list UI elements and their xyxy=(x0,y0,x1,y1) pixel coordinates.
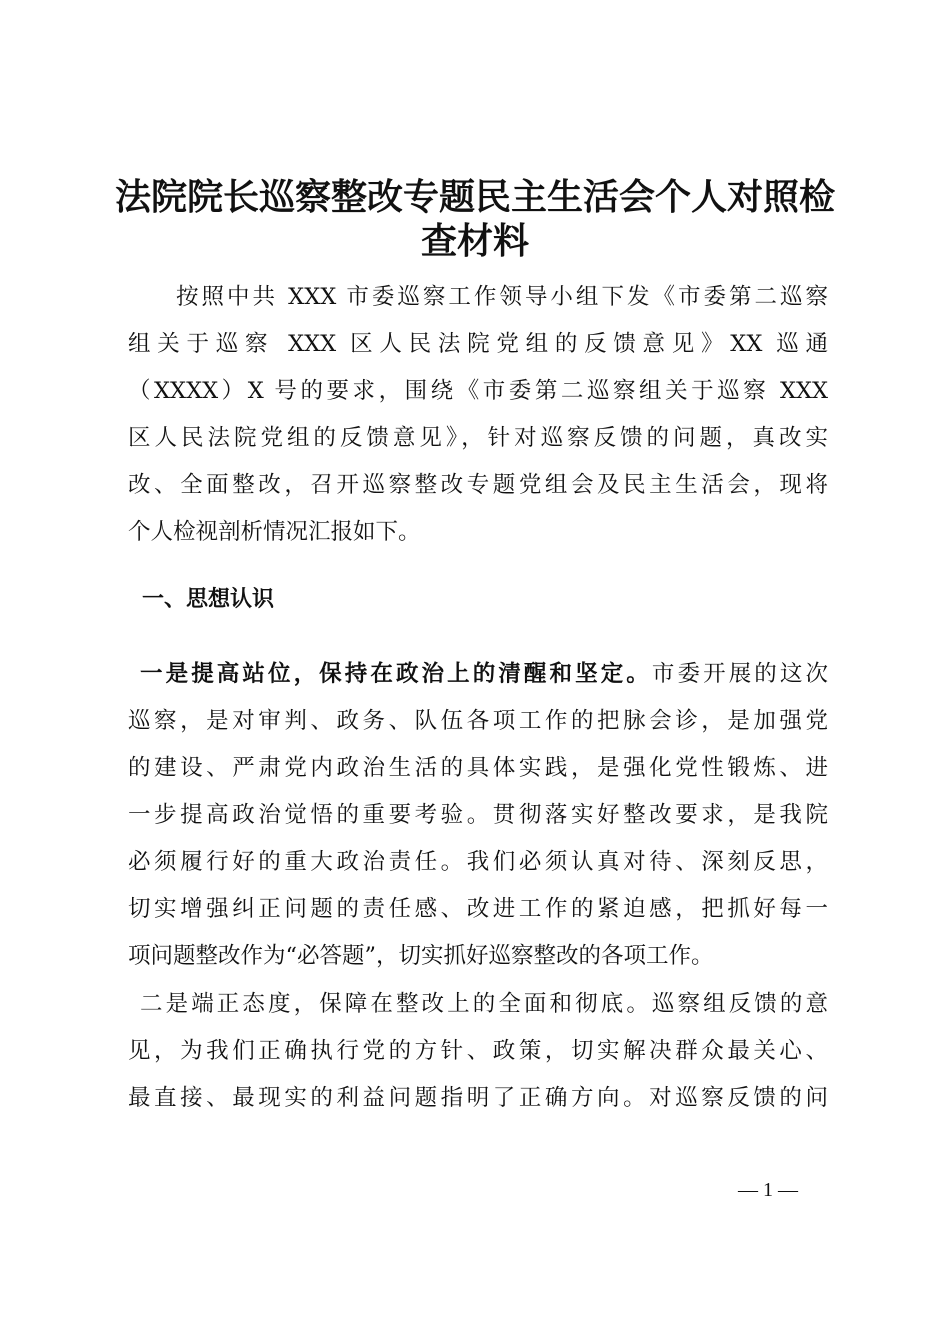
page-number: — 1 — xyxy=(738,1179,798,1201)
paragraph-one-line: 项问题整改作为“必答题”，切实抓好巡察整改的各项工作。 xyxy=(128,943,714,969)
intro-line: 个人检视剖析情况汇报如下。 xyxy=(128,519,421,545)
paragraph-one-line: 切实增强纠正问题的责任感、改进工作的紧迫感，把抓好每一 xyxy=(128,896,828,922)
paragraph-one-line: 一步提高政治觉悟的重要考验。贯彻落实好整改要求，是我院 xyxy=(128,802,828,828)
document-title-line-1: 法院院长巡察整改专题民主生活会个人对照检 xyxy=(114,176,835,218)
paragraph-one-first-line xyxy=(128,651,828,698)
paragraph-two-line: 见，为我们正确执行党的方针、政策，切实解决群众最关心、 xyxy=(128,1038,828,1064)
paragraph-one-lead-rest: 市委开展的这次 xyxy=(651,661,828,687)
document-title-line-2: 查材料 xyxy=(420,220,529,262)
paragraph-one-line: 的建设、严肃党内政治生活的具体实践，是强化党性锻炼、进 xyxy=(128,755,828,781)
intro-line: 组关于巡察 XXX 区人民法院党组的反馈意见》XX 巡通 xyxy=(128,331,828,357)
intro-line: 按照中共 XXX 市委巡察工作领导小组下发《市委第二巡察 xyxy=(176,284,828,310)
intro-line: （XXXX）X 号的要求，围绕《市委第二巡察组关于巡察 XXX xyxy=(128,378,828,404)
intro-paragraph xyxy=(128,274,828,556)
section-heading: 一、思想认识 xyxy=(142,587,275,612)
paragraph-one-line: 必须履行好的重大政治责任。我们必须认真对待、深刻反思， xyxy=(128,849,828,875)
paragraph-one xyxy=(128,651,828,980)
paragraph-two-line: 二是端正态度，保障在整改上的全面和彻底。巡察组反馈的意 xyxy=(140,991,828,1017)
paragraph-one-line: 巡察，是对审判、政务、队伍各项工作的把脉会诊，是加强党 xyxy=(128,708,828,734)
paragraph-one-lead: 一是提高站位，保持在政治上的清醒和坚定。 xyxy=(140,661,652,687)
paragraph-two-line: 最直接、最现实的利益问题指明了正确方向。对巡察反馈的问 xyxy=(128,1085,828,1111)
intro-line: 改、全面整改，召开巡察整改专题党组会及民主生活会，现将 xyxy=(128,472,828,498)
intro-line: 区人民法院党组的反馈意见》，针对巡察反馈的问题，真改实 xyxy=(128,425,828,451)
paragraph-two xyxy=(128,981,828,1122)
